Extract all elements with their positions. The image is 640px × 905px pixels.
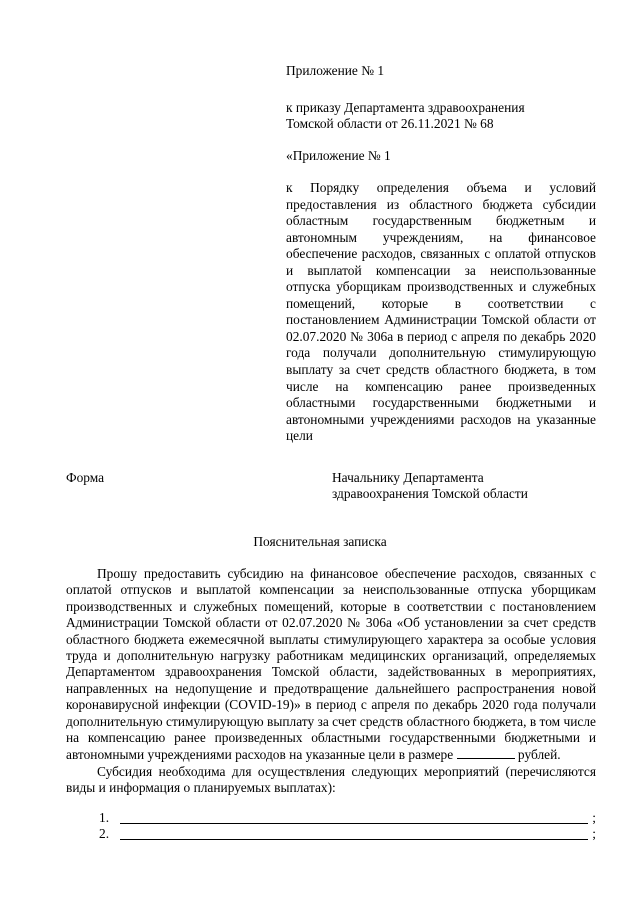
addressee-line-1: Начальнику Департамента [332,470,484,485]
activities-paragraph: Субсидия необходима для осуществления следующих мероприятий (перечисляются виды и информация о планируемых выплатах): [66,763,596,796]
amount-blank [457,746,515,759]
addressee [332,470,602,503]
addressee-line-2: здравоохранения Томской области [332,486,528,502]
procedure-reference: к Порядку определения объема и условий предоставления из областного бюджета субсидии областным государственным бюджетным и автономным учреждениям, на финансовое обеспечение расходов, связанных с оплатой отпусков и выплатой компенсации за неиспользованные отпуска уборщикам производственных и служебных помещений, которые в соответствии с постановлением Администрации Томской области от 02.07.2020 № 306а в период с апреля по декабрь 2020 года получали дополнительную стимулирующую выплату за счет средств областного бюджета, в том числе на компенсацию ранее произведенных областными государственными бюджетными и автономными учреждениями расходов на указанные цели [286,180,596,444]
form-label: Форма [66,470,105,485]
appendix-title: Приложение № 1 [286,63,385,78]
list-item-ending: ; [592,826,596,841]
amount-suffix: рублей. [517,747,561,763]
list-item [99,810,596,826]
list-item-number: 1. [99,810,110,825]
list-item-ending: ; [592,810,596,825]
quoted-appendix-title-block [286,148,596,164]
order-line-1: к приказу Департамента здравоохранения [286,100,525,115]
order-line-2: Томской области от 26.11.2021 № 68 [286,116,494,132]
document-title: Пояснительная записка [253,534,387,549]
quoted-appendix-title: «Приложение № 1 [286,148,391,163]
request-text: Прошу предоставить субсидию на финансовое обеспечение расходов, связанных с оплатой отпусков и выплатой компенсации за неиспользованные отпуска уборщикам производственных и служебных помещений, которые в соответствии с постановлением Администрации Томской области от 02.07.2020 № 306а «Об установлении за счет средств областного бюджета ежемесячной выплаты стимулирующего характера за особые условия труда и дополнительную нагрузку работникам медицинских организаций, определяемых Департаментом здравоохранения Томской области, задействованных в мероприятиях, направленных на недопущение и предотвращение дальнейшего распространения новой коронавирусной инфекции (COVID-19)» в период с апреля по декабрь 2020 года получали дополнительную стимулирующую выплату за счет средств областного бюджета, в том числе на компенсацию ранее произведенных областными государственными бюджетными и автономными учреждениями расходов на указанные цели в размере [66,566,596,763]
fill-in-line [120,823,588,824]
fill-in-line [120,839,588,840]
appendix-header [286,63,596,79]
request-paragraph [66,566,596,764]
list-item [99,826,596,842]
explanatory-body [66,566,596,797]
list-item-number: 2. [99,826,110,841]
order-reference [286,100,596,133]
